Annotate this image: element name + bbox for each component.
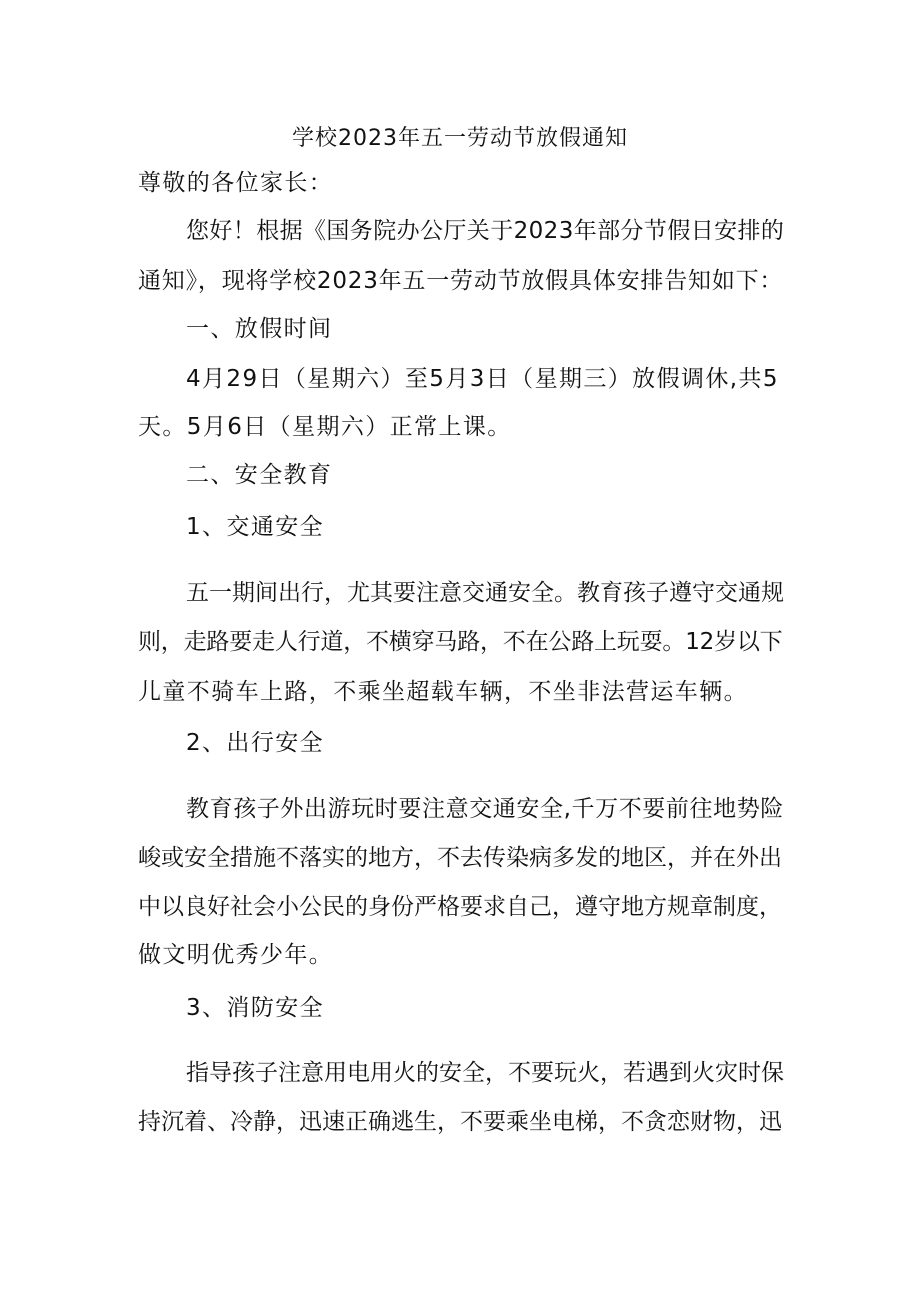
travel-safety-line-2: 峻或安全措施不落实的地方，不去传染病多发的地区，并在外出: [138, 845, 782, 871]
fire-safety-line-1: 指导孩子注意用电用火的安全，不要玩火，若遇到火灾时保: [186, 1060, 784, 1086]
fire-safety-heading: 3、消防安全: [186, 995, 325, 1021]
intro-line-1: 您好！根据《国务院办公厅关于2023年部分节假日安排的: [186, 218, 785, 244]
section-1-heading: 一、放假时间: [186, 316, 333, 342]
fire-safety-line-2: 持沉着、冷静，迅速正确逃生，不要乘坐电梯，不贪恋财物，迅: [138, 1109, 782, 1135]
traffic-safety-line-2: 则，走路要走人行道，不横穿马路，不在公路上玩耍。12岁以下: [138, 629, 783, 655]
intro-line-2: 通知》，现将学校2023年五一劳动节放假具体安排告知如下：: [138, 268, 784, 294]
travel-safety-line-4: 做文明优秀少年。: [138, 942, 334, 968]
section-2-heading: 二、安全教育: [186, 462, 333, 488]
travel-safety-line-1: 教育孩子外出游玩时要注意交通安全,千万不要前往地势险: [186, 796, 784, 822]
document-title: 学校2023年五一劳动节放假通知: [292, 126, 628, 151]
traffic-safety-line-1: 五一期间出行，尤其要注意交通安全。教育孩子遵守交通规: [186, 580, 784, 606]
travel-safety-line-3: 中以良好社会小公民的身份严格要求自己，遵守地方规章制度，: [138, 894, 782, 920]
section-1-line-1: 4月29日（星期六）至5月3日（星期三）放假调休,共5: [186, 366, 779, 392]
traffic-safety-heading: 1、交通安全: [186, 514, 325, 540]
salutation: 尊敬的各位家长：: [138, 170, 334, 196]
travel-safety-heading: 2、出行安全: [186, 730, 325, 756]
section-1-line-2: 天。5月6日（星期六）正常上课。: [138, 414, 512, 440]
traffic-safety-line-3: 儿童不骑车上路，不乘坐超载车辆，不坐非法营运车辆。: [138, 679, 748, 705]
